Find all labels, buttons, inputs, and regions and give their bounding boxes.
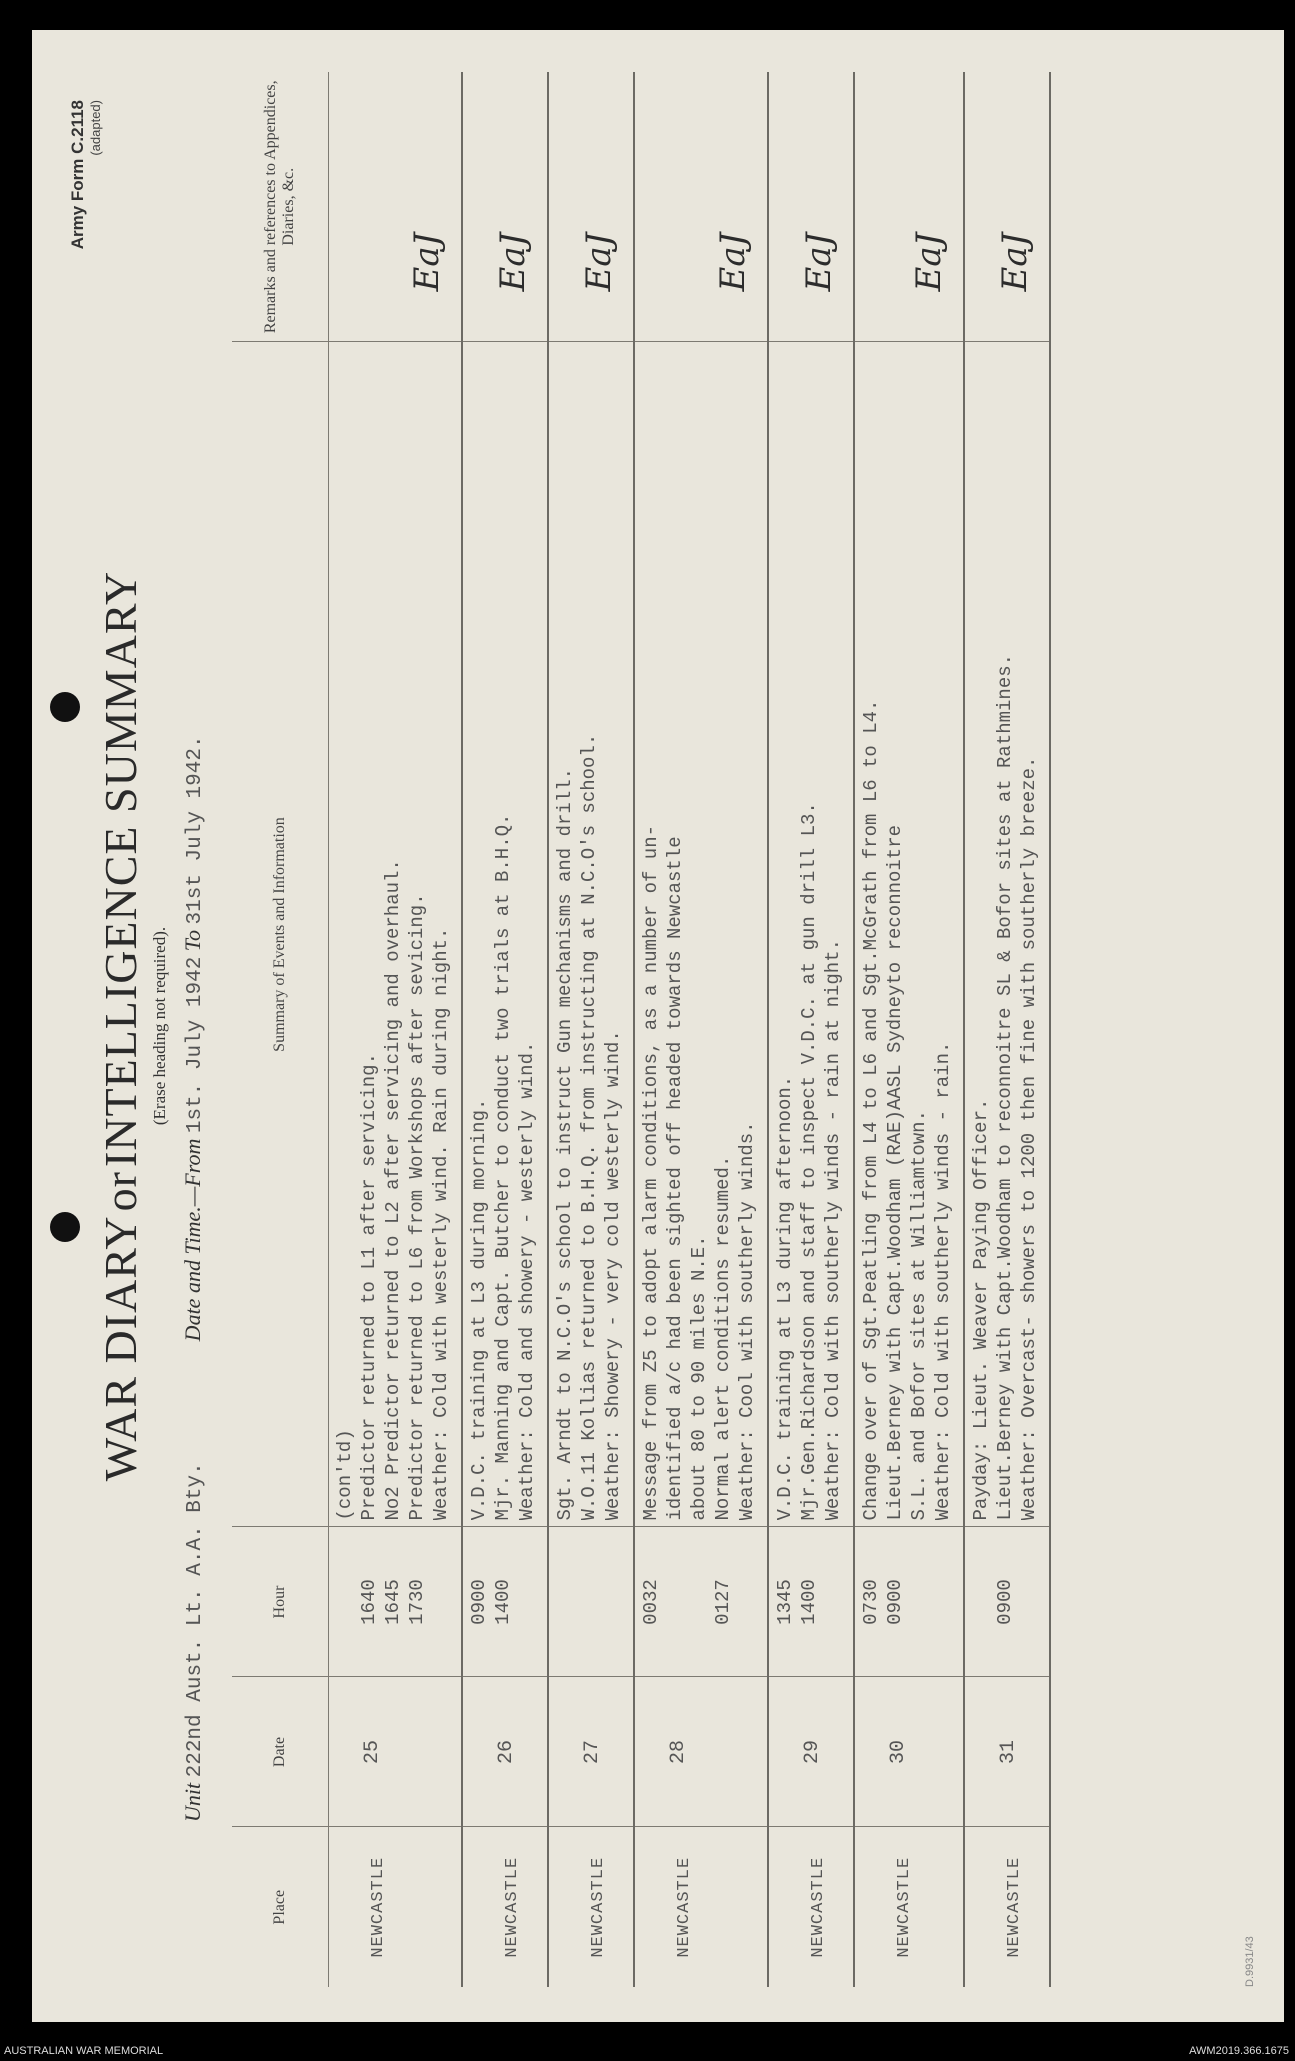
summary-line: (con'td) <box>334 1429 356 1521</box>
table-row <box>548 72 634 1987</box>
table-row <box>329 72 463 1987</box>
column-header-place: Place <box>232 1827 329 1987</box>
summary-line: Mjr.Gen.Richardson and staff to inspect V.D.C. at gun drill L3. <box>798 802 820 1521</box>
summary-cell <box>634 342 768 1527</box>
hour-text: 1345 <box>774 1579 796 1625</box>
summary-cell <box>329 342 463 1527</box>
table-row <box>964 72 1050 1987</box>
place-text: NEWCASTLE <box>675 1856 694 1958</box>
summary-cell <box>964 342 1050 1527</box>
hour-list <box>855 1528 915 1677</box>
initials-signature: EaJ <box>493 232 533 292</box>
summary-line: Weather: Cold with southerly winds - rain at night. <box>822 939 844 1521</box>
place-cell <box>634 1827 768 1987</box>
hour-text: 0032 <box>640 1579 662 1625</box>
date-text: 29 <box>801 1740 824 1765</box>
title-or: or <box>95 1171 146 1212</box>
hour-text: 0900 <box>994 1579 1016 1625</box>
initials-signature: EaJ <box>713 232 753 292</box>
column-header-remarks: Remarks and references to Appendices, Diaries, &c. <box>232 72 329 342</box>
page-title <box>94 30 147 2022</box>
hour-list <box>965 1528 1025 1677</box>
hour-cell <box>854 1527 964 1677</box>
remarks-cell <box>768 72 854 342</box>
column-header-summary: Summary of Events and Information <box>232 342 329 1527</box>
table-row <box>854 72 964 1987</box>
hour-text: 1730 <box>406 1579 428 1625</box>
date-text: 26 <box>495 1740 518 1765</box>
hour-list <box>549 1528 561 1677</box>
unit-label: Unit <box>180 1782 205 1822</box>
summary-line: Payday: Lieut. Weaver Paying Officer. <box>970 1098 992 1521</box>
initials-signature: EaJ <box>909 232 949 292</box>
summary-line: Predictor returned to L1 after servicing. <box>358 1053 380 1521</box>
summary-line: Weather: Overcast- showers to 1200 then fine with southerly breeze. <box>1018 756 1040 1521</box>
place-cell <box>548 1827 634 1987</box>
summary-line: Message from Z5 to adopt alarm conditions, as a number of un- <box>640 824 662 1521</box>
hour-text: 0900 <box>468 1579 490 1625</box>
date-cell <box>329 1677 463 1827</box>
summary-lines <box>549 343 633 1527</box>
date-cell <box>768 1677 854 1827</box>
date-text: 31 <box>997 1740 1020 1765</box>
remarks-cell <box>462 72 548 342</box>
summary-lines <box>463 343 547 1527</box>
summary-line: No2 Predictor returned to L2 after servicing and overhaul. <box>382 859 404 1521</box>
place-text: NEWCASTLE <box>809 1856 828 1958</box>
date-to-value: 31st July 1942. <box>184 735 207 925</box>
hour-cell <box>768 1527 854 1677</box>
date-cell <box>462 1677 548 1827</box>
place-text: NEWCASTLE <box>503 1856 522 1958</box>
unit-value: 222nd Aust. Lt. A.A. Bty. <box>184 1462 207 1778</box>
erase-heading-note: (Erase heading not required). <box>150 926 169 1126</box>
hour-text: 0900 <box>884 1579 906 1625</box>
hour-cell <box>462 1527 548 1677</box>
hour-list <box>635 1528 743 1677</box>
initials-signature: EaJ <box>579 232 619 292</box>
summary-line: Mjr. Manning and Capt. Butcher to conduct two trials at B.H.Q. <box>492 813 514 1521</box>
remarks-cell <box>548 72 634 342</box>
hour-list <box>329 1528 437 1677</box>
date-from-value: 1st. July 1942 <box>184 956 207 1134</box>
summary-line: V.D.C. training at L3 during morning. <box>468 1098 490 1521</box>
initials-signature: EaJ <box>995 232 1035 292</box>
summary-line: Weather: Cold with southerly winds - rain. <box>932 1041 954 1521</box>
hour-text <box>663 1534 687 1671</box>
hour-text: 1400 <box>798 1579 820 1625</box>
date-cell <box>634 1677 768 1827</box>
summary-line: Sgt. Arndt to N.C.O's school to instruct Gun mechanisms and drill. <box>554 767 576 1521</box>
remarks-cell <box>964 72 1050 342</box>
summary-lines <box>329 343 461 1527</box>
summary-line: S.L. and Bofor sites at Williamtown. <box>908 1110 930 1521</box>
summary-cell <box>854 342 964 1527</box>
form-name: Army Form C.2118 <box>68 100 87 250</box>
summary-line: Weather: Showery - very cold westerly wind. <box>602 1030 624 1521</box>
summary-lines <box>635 343 767 1527</box>
date-cell <box>548 1677 634 1827</box>
summary-line: about 80 to 90 miles N.E. <box>688 1235 710 1521</box>
place-text: NEWCASTLE <box>589 1856 608 1958</box>
summary-line: identified a/c had been sighted off headed towards Newcastle <box>664 836 686 1521</box>
remarks-cell <box>634 72 768 342</box>
summary-cell <box>768 342 854 1527</box>
remarks-cell <box>854 72 964 342</box>
place-cell <box>964 1827 1050 1987</box>
hour-text <box>969 1534 993 1671</box>
place-text: NEWCASTLE <box>1005 1856 1024 1958</box>
diary-sheet <box>32 30 1284 2022</box>
summary-line: Lieut.Berney with Capt.Woodham to reconnoitre SL & Bofor sites at Rathmines. <box>994 653 1016 1521</box>
hour-text <box>333 1534 357 1671</box>
punch-hole <box>50 692 80 722</box>
hour-text: 0127 <box>712 1579 734 1625</box>
punch-hole <box>50 1212 80 1242</box>
place-text: NEWCASTLE <box>895 1856 914 1958</box>
summary-line: Normal alert conditions resumed. <box>712 1155 734 1521</box>
footer-archive-name: AUSTRALIAN WAR MEMORIAL <box>4 2045 164 2057</box>
table-row <box>634 72 768 1987</box>
place-text: NEWCASTLE <box>369 1856 388 1958</box>
summary-cell <box>548 342 634 1527</box>
date-text: 27 <box>581 1740 604 1765</box>
initials-signature: EaJ <box>799 232 839 292</box>
title-war-diary: WAR DIARY <box>95 1215 146 1482</box>
date-cell <box>854 1677 964 1827</box>
summary-line: Weather: Cold and showery - westerly wind. <box>516 1041 538 1521</box>
summary-lines <box>965 343 1049 1527</box>
hour-text: 1640 <box>358 1579 380 1625</box>
title-intelligence-summary: INTELLIGENCE SUMMARY <box>95 570 146 1168</box>
summary-lines <box>855 343 963 1527</box>
date-text: 28 <box>667 1740 690 1765</box>
summary-line: Weather: Cold with westerly wind. Rain during night. <box>430 927 452 1521</box>
hour-cell <box>548 1527 634 1677</box>
hour-cell <box>329 1527 463 1677</box>
summary-line: V.D.C. training at L3 during afternoon. <box>774 1075 796 1521</box>
hour-cell <box>634 1527 768 1677</box>
date-cell <box>964 1677 1050 1827</box>
summary-line: Lieut.Berney with Capt.Woodham (RAE)AASL Sydneyto reconnoitre <box>884 824 906 1521</box>
diary-table <box>232 72 1051 1987</box>
remarks-cell <box>329 72 463 342</box>
table-row <box>462 72 548 1987</box>
hour-text: 1400 <box>492 1579 514 1625</box>
initials-signature: EaJ <box>407 232 447 292</box>
place-cell <box>854 1827 964 1987</box>
hour-list <box>463 1528 523 1677</box>
date-text: 25 <box>361 1740 384 1765</box>
date-time-label: Date and Time.—From <box>180 1138 205 1342</box>
hour-cell <box>964 1527 1050 1677</box>
diary-entries <box>329 72 1051 1987</box>
date-to-label: To <box>180 929 205 952</box>
unit-date-line <box>180 735 207 1822</box>
table-row <box>768 72 854 1987</box>
summary-cell <box>462 342 548 1527</box>
summary-lines <box>769 343 853 1527</box>
hour-text: 0730 <box>860 1579 882 1625</box>
place-cell <box>329 1827 463 1987</box>
column-header-date: Date <box>232 1677 329 1827</box>
rotated-page <box>32 30 1284 2022</box>
table-header <box>232 72 329 1987</box>
hour-text <box>687 1534 711 1671</box>
hour-text: 1645 <box>382 1579 404 1625</box>
form-adapted: (adapted) <box>88 100 103 156</box>
footer-accession-number: AWM2019.366.1675 <box>1189 2045 1289 2057</box>
place-cell <box>462 1827 548 1987</box>
place-cell <box>768 1827 854 1987</box>
summary-line: W.O.11 Kollias returned to B.H.Q. from instructing at N.C.O's school. <box>578 733 600 1521</box>
summary-line: Predictor returned to L6 from Workshops after sevicing. <box>406 893 428 1521</box>
printer-mark: D.9931/43 <box>1244 1936 1256 1987</box>
summary-line: Change over of Sgt.Peatling from L4 to L6 and Sgt.McGrath from L6 to L4. <box>860 699 882 1521</box>
hour-list <box>769 1528 829 1677</box>
date-text: 30 <box>887 1740 910 1765</box>
summary-line: Weather: Cool with southerly winds. <box>736 1121 758 1521</box>
column-header-hour: Hour <box>232 1527 329 1677</box>
